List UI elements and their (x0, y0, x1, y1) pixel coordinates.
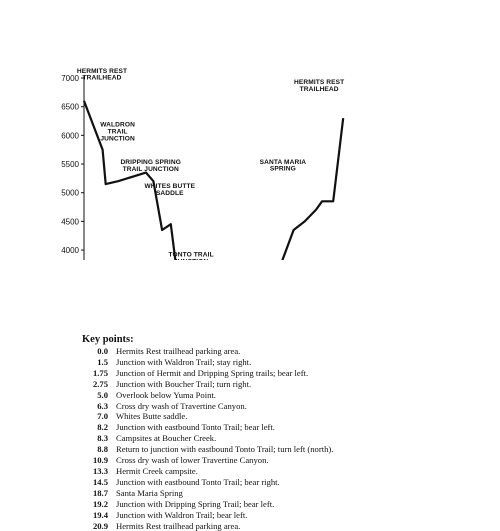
key-point-mile: 1.75 (82, 368, 108, 379)
y-tick-label: 4000 (61, 246, 79, 255)
key-point-row (82, 510, 492, 521)
chart-annotation: WALDRON TRAIL JUNCTION (100, 122, 135, 143)
key-point-description: Cross dry wash of Travertine Canyon. (116, 401, 247, 412)
key-point-description: Cross dry wash of lower Travertine Canyon. (116, 455, 269, 466)
key-point-description: Junction with eastbound Tonto Trail; bear right. (116, 477, 280, 488)
key-point-description: Hermits Rest trailhead parking area. (116, 346, 240, 357)
y-tick-label: 5500 (61, 160, 79, 169)
y-tick-label: 5000 (61, 189, 79, 198)
key-point-description: Hermits Rest trailhead parking area. (116, 521, 240, 531)
key-point-mile: 2.75 (82, 379, 108, 390)
key-point-row (82, 379, 492, 390)
key-point-description: Campsites at Boucher Creek. (116, 433, 216, 444)
key-point-mile: 13.3 (82, 466, 108, 477)
key-point-description: Return to junction with eastbound Tonto Trail; turn left (north). (116, 444, 333, 455)
key-point-row (82, 444, 492, 455)
key-point-row (82, 477, 492, 488)
key-point-description: Junction with eastbound Tonto Trail; bear left. (116, 422, 275, 433)
key-point-description: Junction with Waldron Trail; stay right. (116, 357, 251, 368)
y-tick-label: 6500 (61, 103, 79, 112)
key-point-row (82, 422, 492, 433)
elevation-profile-chart (0, 0, 500, 260)
key-point-mile: 20.9 (82, 521, 108, 531)
key-point-mile: 18.7 (82, 488, 108, 499)
key-point-row (82, 346, 492, 357)
y-tick-label: 6000 (61, 131, 79, 140)
chart-annotation: WHITES BUTTE SADDLE (144, 183, 195, 197)
key-point-description: Junction with Dripping Spring Trail; bear left. (116, 499, 274, 510)
key-points-section (82, 334, 492, 531)
key-point-row (82, 401, 492, 412)
key-point-mile: 14.5 (82, 477, 108, 488)
key-point-mile: 5.0 (82, 390, 108, 401)
key-point-row (82, 499, 492, 510)
key-point-mile: 0.0 (82, 346, 108, 357)
chart-annotation: SANTA MARIA SPRING (260, 159, 307, 173)
key-points-title: Key points: (82, 334, 492, 345)
key-point-description: Junction of Hermit and Dripping Spring trails; bear left. (116, 368, 308, 379)
key-point-row (82, 390, 492, 401)
key-point-mile: 1.5 (82, 357, 108, 368)
key-point-row (82, 488, 492, 499)
key-point-description: Junction with Waldron Trail; bear left. (116, 510, 247, 521)
key-point-description: Santa Maria Spring (116, 488, 183, 499)
key-point-mile: 8.8 (82, 444, 108, 455)
key-point-row (82, 455, 492, 466)
key-point-mile: 19.2 (82, 499, 108, 510)
key-point-row (82, 411, 492, 422)
key-point-description: Hermit Creek campsite. (116, 466, 198, 477)
key-point-row (82, 368, 492, 379)
chart-annotation: DRIPPING SPRING TRAIL JUNCTION (120, 159, 181, 173)
chart-annotation: HERMITS REST TRAILHEAD (294, 79, 344, 93)
chart-annotations (77, 68, 344, 260)
key-point-row (82, 466, 492, 477)
key-point-row (82, 521, 492, 531)
key-point-row (82, 433, 492, 444)
key-point-mile: 10.9 (82, 455, 108, 466)
key-point-description: Overlook below Yuma Point. (116, 390, 216, 401)
key-point-description: Junction with Boucher Trail; turn right. (116, 379, 251, 390)
key-point-mile: 8.2 (82, 422, 108, 433)
key-point-mile: 6.3 (82, 401, 108, 412)
key-point-row (82, 357, 492, 368)
key-points-list (82, 346, 492, 531)
key-point-mile: 7.0 (82, 411, 108, 422)
key-point-mile: 8.3 (82, 433, 108, 444)
key-point-description: Whites Butte saddle. (116, 411, 187, 422)
chart-annotation: TONTO TRAIL (169, 252, 214, 260)
chart-annotation: HERMITS REST TRAILHEAD (77, 68, 127, 82)
key-point-mile: 19.4 (82, 510, 108, 521)
y-tick-label: 4500 (61, 217, 79, 226)
y-tick-label: 7000 (61, 74, 79, 83)
